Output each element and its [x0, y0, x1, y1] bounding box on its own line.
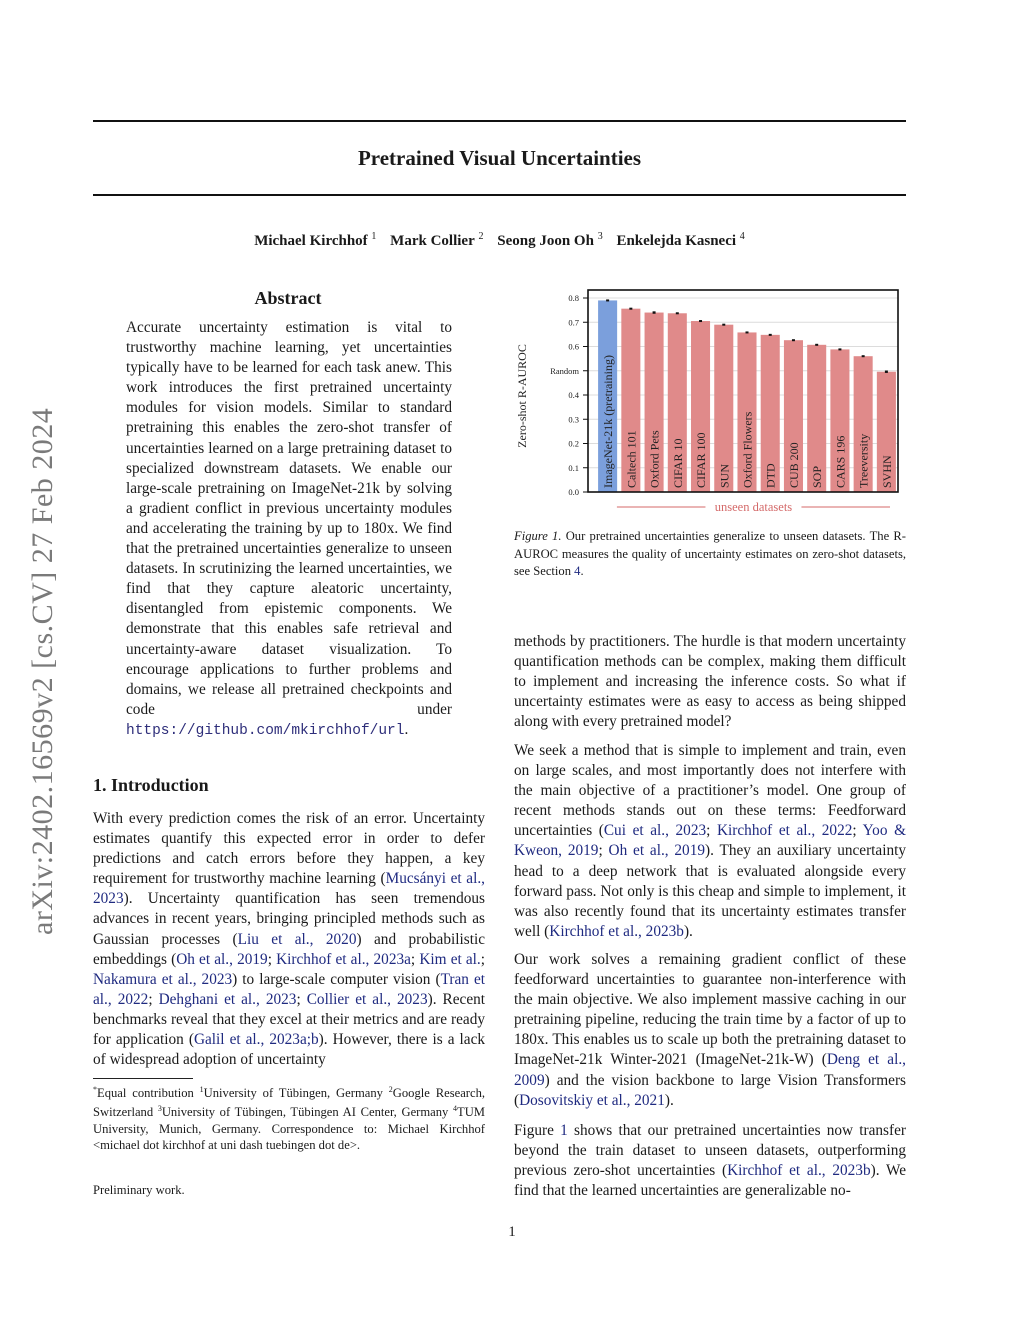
preliminary-note: Preliminary work.	[93, 1183, 185, 1197]
figure-label: Figure 1.	[514, 529, 562, 543]
citation-link[interactable]: Deng et al., 2009	[514, 1051, 906, 1089]
author-affiliation: 4	[739, 231, 745, 242]
y-tick-label: Random	[550, 365, 579, 376]
author-name: Michael Kirchhof	[254, 233, 368, 249]
unseen-datasets-annotation: unseen datasets	[714, 500, 793, 514]
text-run: ;	[267, 950, 277, 968]
author-affiliation: 1	[371, 231, 377, 242]
error-bar	[629, 308, 632, 310]
text-run: ;	[598, 842, 609, 860]
footnote-marker: *	[93, 1085, 97, 1094]
citation-link[interactable]: Cui et al., 2023	[603, 822, 707, 840]
abstract-heading: Abstract	[254, 288, 322, 308]
citation-link[interactable]: Mucsányi et al., 2023	[93, 870, 485, 908]
author	[616, 233, 744, 249]
bar-category-label: SUN	[717, 463, 732, 488]
text-run: University of Tübingen, Tübingen AI Center, Germany	[161, 1105, 453, 1120]
error-bar	[862, 355, 865, 357]
text-run: We seek a method that is simple to implement and train, even on large scales, and most importantly does not interfere with the main objective of a practitioner’s model. One group of recent methods stands out on these terms: Feedforward uncertainties (	[514, 742, 906, 840]
y-tick-label: 0.3	[568, 414, 579, 425]
bar-category-label: CIFAR 10	[670, 438, 685, 488]
bar-category-label: CUB 200	[786, 442, 801, 488]
citation-link[interactable]: Liu et al., 2020	[237, 930, 357, 948]
citation-link[interactable]: Nakamura et al., 2023	[93, 970, 233, 988]
y-tick-label: 0.2	[568, 438, 579, 449]
error-bar	[676, 312, 679, 314]
citation-link[interactable]: Kirchhof et al., 2022	[717, 822, 853, 840]
author-name: Enkelejda Kasneci	[616, 233, 737, 249]
text-run: ) and probabilistic embeddings (	[93, 930, 485, 968]
paragraph	[93, 809, 485, 1070]
bar-category-label: SOP	[810, 465, 825, 488]
text-run: methods by practitioners. The hurdle is that modern uncertainty quantification methods can be complex, making them difficult to implement and increasing the inference costs. So what if uncertainty estimates were as easy to access as being shipped along with every pretrained model?	[514, 633, 906, 731]
y-axis-label: Zero-shot R-AUROC	[515, 344, 529, 448]
bar-category-label: Oxford Flowers	[740, 411, 755, 488]
bar-category-label: Treeversity	[856, 433, 871, 488]
text-run: TUM University, Munich, Germany. Correspondence to: Michael Kirchhof <michael dot kirchhof at uni dash tuebingen dot de>.	[93, 1105, 485, 1152]
code-link[interactable]: https://github.com/mkirchhof/url	[126, 722, 405, 739]
citation-link[interactable]: Dehghani et al., 2023	[158, 990, 297, 1008]
citation-link[interactable]: Kirchhof et al., 2023b	[727, 1162, 871, 1180]
section-reference-link[interactable]: 4	[574, 564, 581, 578]
section-heading-introduction: 1. Introduction	[93, 775, 209, 795]
error-bar	[769, 334, 772, 336]
text-run: ).	[664, 1091, 674, 1109]
error-bar	[885, 371, 888, 373]
text-run: Our work solves a remaining gradient conflict of these feedforward uncertainties to guarantee non-interference with the main objective. We also implement massive caching in our pretraining pipeline, reducing the train time by a factor of up to 180x. This enables us to scale up both the pretraining dataset to ImageNet-21k Winter-2021 (ImageNet-21k-W) (	[514, 951, 906, 1069]
y-tick-label: 0.7	[568, 317, 579, 328]
text-run: ) and the vision backbone to large Vision Transformers (	[514, 1071, 906, 1109]
text-run: ;	[852, 822, 863, 840]
text-run: ). However, there is a lack of widespread adoption of uncertainty	[93, 1031, 486, 1069]
error-bar	[653, 311, 656, 313]
figure-caption	[514, 528, 906, 581]
text-run: Equal contribution	[97, 1086, 200, 1101]
error-bar	[838, 348, 841, 350]
bar-category-label: DTD	[763, 463, 778, 488]
footnote-marker: 3	[157, 1104, 162, 1114]
paragraph	[514, 632, 906, 732]
author	[390, 233, 483, 249]
footnote-marker: 4	[453, 1104, 457, 1114]
text-run: Figure	[514, 1122, 561, 1139]
citation-link[interactable]: Kim et al.	[419, 950, 481, 968]
text-run: ;	[480, 950, 486, 968]
text-run: ;	[296, 990, 307, 1008]
text-run: shows that our pretrained uncertainties now transfer beyond the train dataset to unseen datasets, outperforming previous zero-shot uncertainties (	[514, 1122, 906, 1180]
footnote-marker: 2	[388, 1085, 393, 1094]
text-run: With every prediction comes the risk of an error. Uncertainty estimates quantify this expected error in order to defer predictions and catch errors before they happen, a key requirement for trustworthy machine learning (	[93, 810, 485, 888]
footnote-marker: 1	[199, 1085, 204, 1094]
abstract-body	[126, 318, 452, 741]
text-run: ) to large-scale computer vision (	[232, 970, 441, 988]
y-tick-label: 0.8	[568, 293, 579, 303]
citation-link[interactable]: Galil et al., 2023a;b	[193, 1031, 319, 1049]
author	[254, 233, 376, 249]
error-bar	[699, 320, 702, 322]
paper-title: Pretrained Visual Uncertainties	[357, 146, 642, 170]
error-bar	[746, 331, 749, 333]
bar-category-label: ImageNet-21k (pretraining)	[601, 355, 616, 488]
citation-link[interactable]: Collier et al., 2023	[306, 990, 428, 1008]
text-run: ;	[148, 990, 159, 1008]
text-run: ).	[683, 922, 693, 940]
author	[497, 233, 602, 249]
page-number: 1	[508, 1224, 516, 1240]
author-affiliation: 3	[597, 231, 603, 242]
paragraph	[514, 1121, 906, 1201]
citation-link[interactable]: Kirchhof et al., 2023b	[549, 922, 684, 940]
y-tick-label: 0.4	[568, 390, 579, 400]
error-bar	[722, 324, 725, 326]
citation-link[interactable]: Dosovitskiy et al., 2021	[519, 1091, 665, 1109]
paragraph	[514, 741, 906, 942]
text-run: ). Recent benchmarks reveal that they excel at their metrics and are ready for application (	[93, 990, 486, 1049]
y-tick-label: 0.0	[568, 487, 579, 497]
citation-link[interactable]: Yoo & Kweon, 2019	[514, 822, 906, 860]
figure-1-bar-chart	[510, 282, 910, 522]
text-run: ;	[706, 822, 717, 840]
author-affiliation: 2	[478, 231, 484, 242]
text-run: ). We find that the learned uncertainties are generalizable no-	[514, 1162, 906, 1200]
error-bar	[792, 339, 795, 341]
caption-end: .	[580, 564, 584, 578]
citation-link[interactable]: Oh et al., 2019	[176, 950, 268, 968]
text-run: University of Tübingen, Germany	[203, 1086, 389, 1101]
citation-link[interactable]: Tran et al., 2022	[93, 970, 485, 1008]
author-name: Seong Joon Oh	[497, 233, 594, 249]
text-run: ;	[410, 950, 420, 968]
y-ticks	[550, 293, 588, 497]
abstract-text: Accurate uncertainty estimation is vital to trustworthy machine learning, yet uncertainties typically have to be learned for each task anew. This work introduces the first pretrained uncertainty modules for vision models. Similar to standard pretraining this enables the zero-shot transfer of uncertainties learned on a large pretraining dataset to specialized downstream datasets. We enable our large-scale pretraining on ImageNet-21k by solving a gradient conflict in previous uncertainty modules and accelerating the training by up to 180x. We find that the pretrained uncertainties generalize to unseen datasets. In scrutinizing the learned uncertainties, we find that they capture aleatoric uncertainty, disentangled from epistemic components. We demonstrate that this enables safe retrieval and uncertainty-aware dataset visualization. To encourage applications to further problems and domains, we release all pretrained checkpoints and code under	[126, 319, 452, 718]
author-list	[93, 231, 906, 250]
citation-link[interactable]: Oh et al., 2019	[608, 842, 706, 860]
error-bar	[606, 299, 609, 301]
paragraph	[514, 950, 906, 1111]
footnote	[93, 1082, 485, 1153]
citation-link[interactable]: Kirchhof et al., 2023a	[276, 950, 411, 968]
error-bar	[815, 344, 818, 346]
bar-category-label: Oxford Pets	[647, 430, 662, 488]
text-run: ). They an auxiliary uncertainty head to a deep network that is evaluated alongside every forward pass. Not only is this cheap and simple to implement, it was also recently found that its uncertainty estimates transfer well (	[514, 842, 906, 940]
bar-category-label: CIFAR 100	[694, 432, 709, 488]
y-tick-label: 0.6	[568, 341, 579, 352]
caption-text: Our pretrained uncertainties generalize to unseen datasets. The R-AUROC measures the quality of uncertainty estimates on zero-shot datasets, see Section	[514, 529, 906, 578]
abstract-end: .	[404, 720, 409, 738]
author-name: Mark Collier	[390, 233, 475, 249]
title-bottom-rule	[93, 194, 906, 196]
footnote-rule	[93, 1078, 193, 1079]
text-run: Google Research, Switzerland	[93, 1086, 486, 1120]
citation-link[interactable]: 1	[560, 1122, 568, 1139]
y-tick-label: 0.1	[568, 462, 579, 473]
bar-category-label: Caltech 101	[624, 430, 639, 488]
arxiv-identifier-stamp: arXiv:2402.16569v2 [cs.CV] 27 Feb 2024	[26, 407, 59, 935]
bar-category-label: CARS 196	[833, 435, 848, 488]
text-run: ). Uncertainty quantification has seen tremendous advances in recent years, bringing principled methods such as Gaussian processes (	[93, 890, 485, 948]
bar-category-label: SVHN	[879, 455, 894, 488]
title-top-rule	[93, 120, 906, 122]
